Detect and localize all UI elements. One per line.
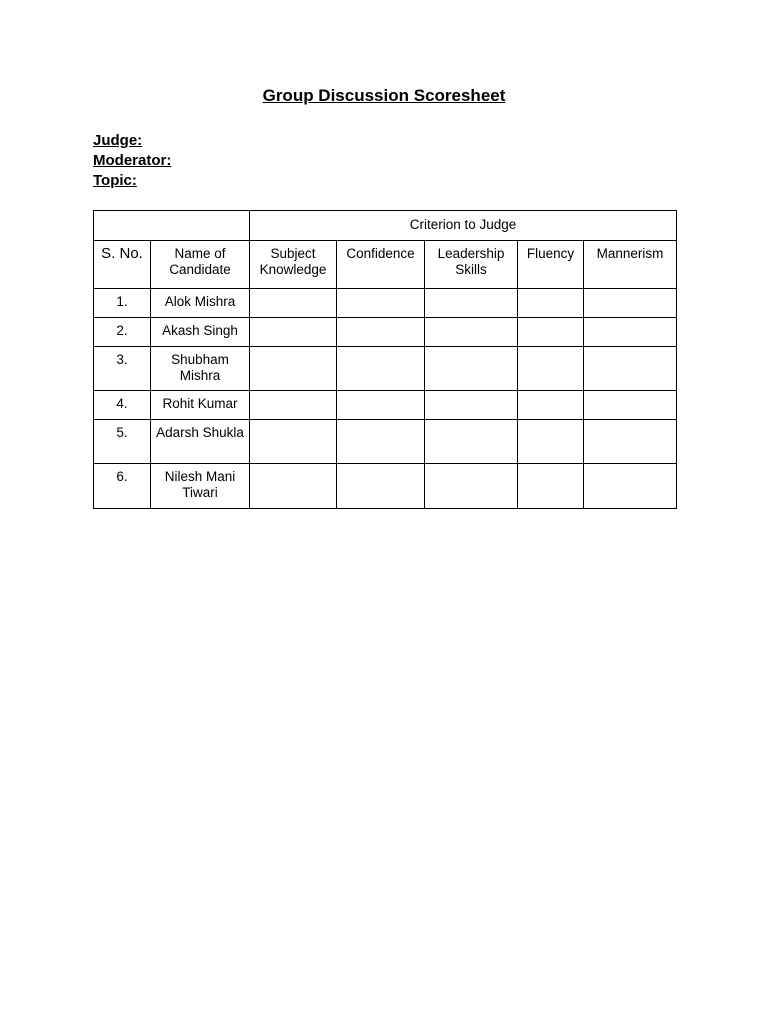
header-name: Name of Candidate — [151, 241, 250, 289]
criterion-group-header: Criterion to Judge — [250, 211, 677, 241]
table-row — [94, 464, 677, 509]
header-subject-knowledge: Subject Knowledge — [250, 241, 337, 289]
row-sno: 2. — [94, 318, 151, 347]
score-cell[interactable] — [425, 420, 518, 464]
score-cell[interactable] — [584, 347, 677, 391]
score-cell[interactable] — [337, 464, 425, 509]
score-cell[interactable] — [337, 420, 425, 464]
page-title: Group Discussion Scoresheet — [262, 86, 506, 105]
score-cell[interactable] — [518, 464, 584, 509]
score-cell[interactable] — [518, 420, 584, 464]
header-confidence: Confidence — [337, 241, 425, 289]
row-sno: 3. — [94, 347, 151, 391]
score-cell[interactable] — [425, 464, 518, 509]
score-cell[interactable] — [425, 347, 518, 391]
column-header-row — [94, 241, 677, 289]
score-cell[interactable] — [518, 347, 584, 391]
score-cell[interactable] — [425, 318, 518, 347]
judge-label: Judge: — [93, 132, 143, 149]
blank-header-cell — [94, 211, 250, 241]
score-cell[interactable] — [250, 420, 337, 464]
score-cell[interactable] — [584, 318, 677, 347]
table-row — [94, 347, 677, 391]
score-cell[interactable] — [518, 289, 584, 318]
header-leadership-skills: Leadership Skills — [425, 241, 518, 289]
row-sno: 4. — [94, 391, 151, 420]
score-cell[interactable] — [250, 289, 337, 318]
row-sno: 1. — [94, 289, 151, 318]
header-fluency: Fluency — [518, 241, 584, 289]
score-cell[interactable] — [337, 391, 425, 420]
score-cell[interactable] — [250, 318, 337, 347]
table-row — [94, 391, 677, 420]
row-sno: 5. — [94, 420, 151, 464]
table-row — [94, 289, 677, 318]
score-cell[interactable] — [425, 391, 518, 420]
header-mannerism: Mannerism — [584, 241, 677, 289]
score-cell[interactable] — [337, 347, 425, 391]
table-row — [94, 318, 677, 347]
score-cell[interactable] — [584, 289, 677, 318]
row-candidate-name: Adarsh Shukla — [151, 420, 250, 464]
score-cell[interactable] — [250, 464, 337, 509]
row-candidate-name: Shubham Mishra — [151, 347, 250, 391]
scoresheet-table — [93, 210, 677, 509]
row-candidate-name: Rohit Kumar — [151, 391, 250, 420]
table-row — [94, 420, 677, 464]
row-candidate-name: Nilesh Mani Tiwari — [151, 464, 250, 509]
score-cell[interactable] — [425, 289, 518, 318]
score-cell[interactable] — [250, 347, 337, 391]
criterion-header-row — [94, 211, 677, 241]
score-cell[interactable] — [518, 391, 584, 420]
row-candidate-name: Alok Mishra — [151, 289, 250, 318]
score-cell[interactable] — [584, 464, 677, 509]
score-cell[interactable] — [518, 318, 584, 347]
moderator-label: Moderator: — [93, 152, 172, 169]
row-candidate-name: Akash Singh — [151, 318, 250, 347]
row-sno: 6. — [94, 464, 151, 509]
score-cell[interactable] — [584, 420, 677, 464]
score-cell[interactable] — [584, 391, 677, 420]
score-cell[interactable] — [337, 318, 425, 347]
header-sno: S. No. — [94, 241, 151, 289]
topic-label: Topic: — [93, 172, 137, 189]
score-cell[interactable] — [337, 289, 425, 318]
score-cell[interactable] — [250, 391, 337, 420]
